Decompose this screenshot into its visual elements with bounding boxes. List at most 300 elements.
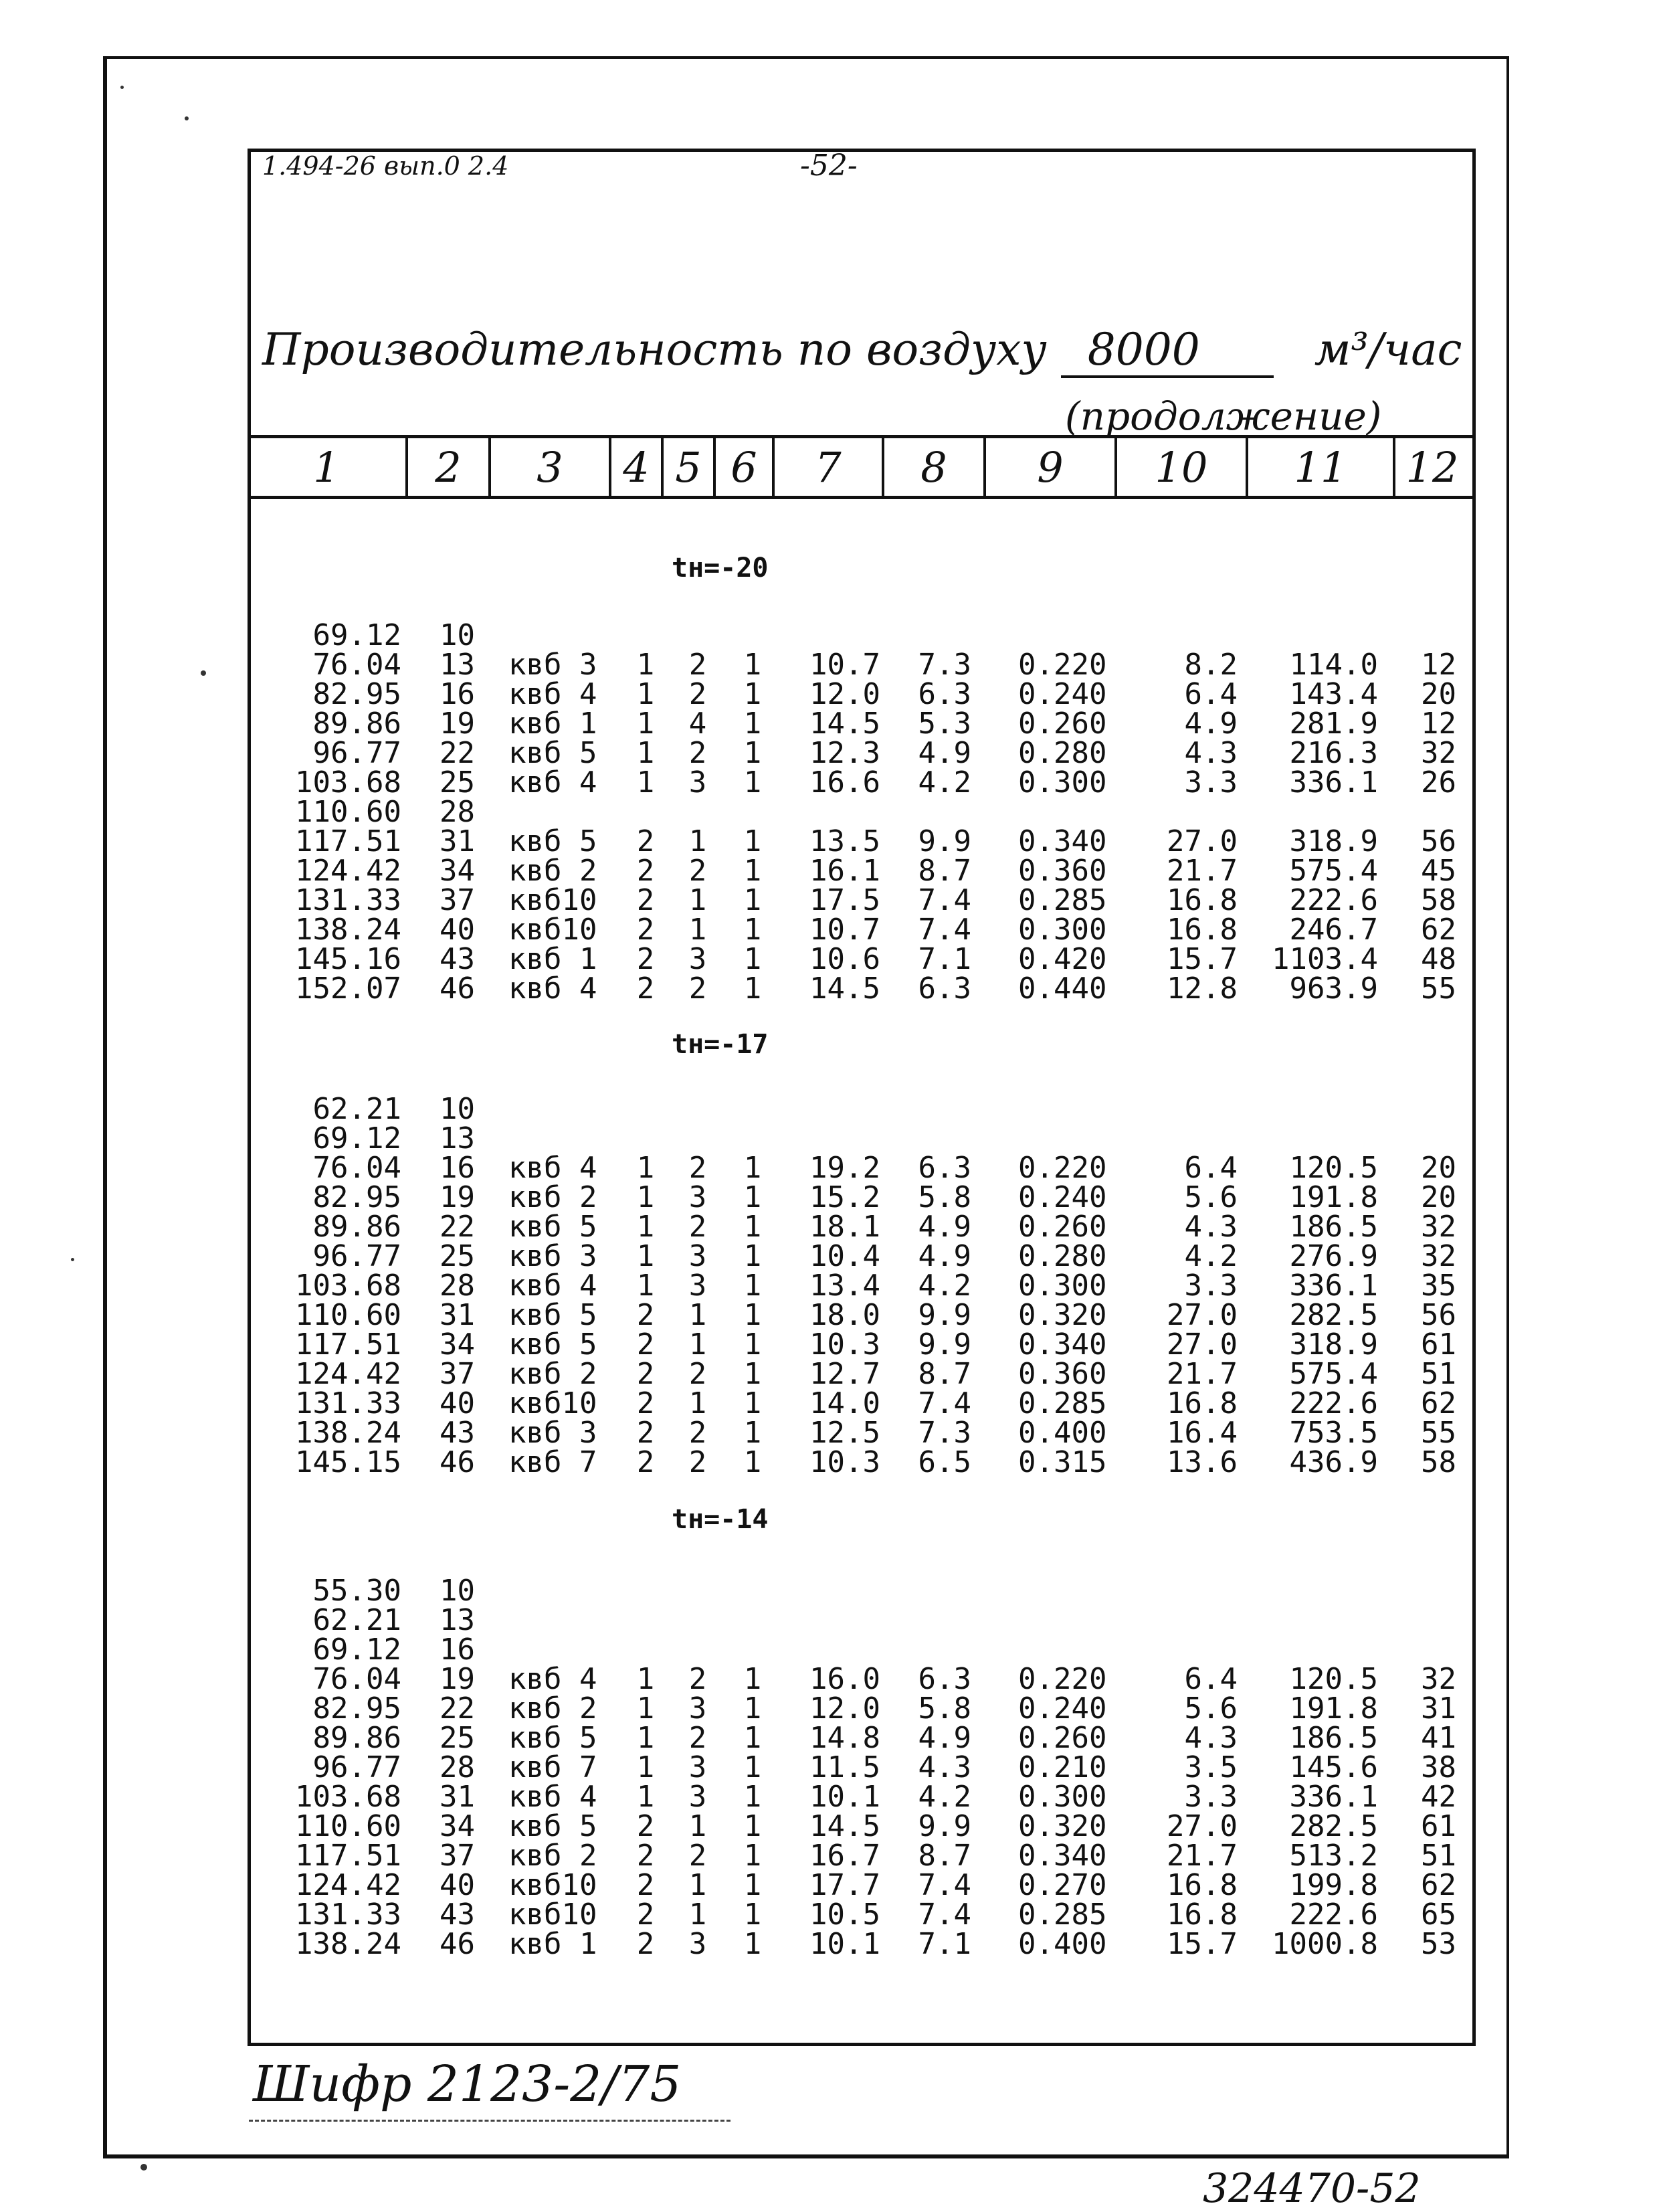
- table-cell-col-3: квб 4: [508, 1269, 597, 1303]
- table-cell-col-4: 1: [636, 1721, 655, 1755]
- table-cell-col-12: 55: [1421, 1416, 1456, 1450]
- table-cell-col-11: 246.7: [1289, 913, 1378, 947]
- table-cell-col-12: 45: [1421, 854, 1456, 888]
- table-cell-col-1: 110.60: [295, 1809, 401, 1843]
- table-cell-col-2: 28: [440, 795, 475, 829]
- table-cell-col-4: 1: [636, 736, 655, 770]
- table-cell-col-2: 16: [440, 677, 475, 711]
- table-cell-col-1: 96.77: [312, 1750, 401, 1784]
- table-cell-col-12: 20: [1421, 1151, 1456, 1185]
- table-cell-col-10: 16.8: [1167, 1868, 1238, 1902]
- table-cell-col-5: 3: [688, 1691, 707, 1726]
- page-number: -52-: [800, 149, 858, 183]
- table-row: [0, 1271, 1659, 1301]
- table-cell-col-10: 5.6: [1184, 1180, 1238, 1214]
- table-cell-col-7: 16.1: [809, 854, 880, 888]
- table-cell-col-12: 58: [1421, 1445, 1456, 1479]
- table-cell-col-11: 1103.4: [1272, 942, 1378, 976]
- table-cell-col-2: 13: [440, 1121, 475, 1156]
- table-cell-col-5: 2: [688, 1416, 707, 1450]
- table-cell-col-5: 3: [688, 1780, 707, 1814]
- table-cell-col-9: 0.210: [1018, 1750, 1107, 1784]
- table-cell-col-8: 6.5: [918, 1445, 971, 1479]
- table-cell-col-8: 7.4: [918, 883, 971, 917]
- table-cell-col-7: 14.5: [809, 972, 880, 1006]
- table-cell-col-11: 191.8: [1289, 1691, 1378, 1726]
- table-cell-col-5: 1: [688, 1298, 707, 1332]
- table-cell-col-1: 138.24: [295, 1927, 401, 1961]
- table-cell-col-1: 76.04: [312, 648, 401, 682]
- table-cell-col-10: 15.7: [1167, 942, 1238, 976]
- table-cell-col-2: 34: [440, 854, 475, 888]
- table-row: [0, 736, 1659, 770]
- table-cell-col-7: 10.1: [809, 1927, 880, 1961]
- table-cell-col-10: 4.3: [1184, 736, 1238, 770]
- table-cell-col-7: 15.2: [809, 1180, 880, 1214]
- table-cell-col-2: 19: [440, 707, 475, 741]
- table-cell-col-8: 9.9: [918, 1298, 971, 1332]
- section-label: tн=-20: [672, 553, 769, 583]
- table-cell-col-10: 16.8: [1167, 883, 1238, 917]
- column-header: 3: [488, 438, 609, 496]
- table-cell-col-3: квб 7: [508, 1750, 597, 1784]
- table-cell-col-9: 0.300: [1018, 765, 1107, 800]
- table-cell-col-6: 1: [743, 1691, 762, 1726]
- section-label: tн=-17: [672, 1029, 769, 1060]
- table-cell-col-1: 131.33: [295, 883, 401, 917]
- table-cell-col-10: 3.3: [1184, 1780, 1238, 1814]
- table-cell-col-2: 34: [440, 1809, 475, 1843]
- table-cell-col-6: 1: [743, 1839, 762, 1873]
- title-prefix: Производительность по воздуху: [262, 324, 1047, 375]
- table-cell-col-12: 61: [1421, 1327, 1456, 1362]
- table-cell-col-4: 2: [636, 1927, 655, 1961]
- table-cell-col-5: 2: [688, 1151, 707, 1185]
- table-cell-col-9: 0.400: [1018, 1927, 1107, 1961]
- table-cell-col-2: 22: [440, 1210, 475, 1244]
- table-cell-col-7: 14.5: [809, 707, 880, 741]
- table-cell-col-1: 145.15: [295, 1445, 401, 1479]
- table-row: [0, 1635, 1659, 1665]
- table-cell-col-2: 43: [440, 1898, 475, 1932]
- table-cell-col-12: 20: [1421, 1180, 1456, 1214]
- table-cell-col-1: 82.95: [312, 677, 401, 711]
- table-cell-col-1: 62.21: [312, 1092, 401, 1126]
- table-cell-col-10: 16.4: [1167, 1416, 1238, 1450]
- table-cell-col-11: 336.1: [1289, 1780, 1378, 1814]
- table-cell-col-3: квб10: [508, 1386, 597, 1420]
- table-row: [0, 650, 1659, 680]
- table-cell-col-7: 12.7: [809, 1357, 880, 1391]
- table-cell-col-3: квб 4: [508, 1151, 597, 1185]
- footer-rule: [249, 2120, 730, 2122]
- table-row: [0, 1212, 1659, 1242]
- table-cell-col-3: квб 3: [508, 1416, 597, 1450]
- table-cell-col-2: 28: [440, 1269, 475, 1303]
- table-cell-col-8: 7.3: [918, 648, 971, 682]
- table-cell-col-12: 35: [1421, 1269, 1456, 1303]
- table-row: [0, 1662, 1659, 1696]
- table-cell-col-6: 1: [743, 707, 762, 741]
- table-cell-col-1: 82.95: [312, 1691, 401, 1726]
- table-row: [0, 1327, 1659, 1362]
- table-cell-col-10: 16.8: [1167, 913, 1238, 947]
- table-cell-col-12: 61: [1421, 1809, 1456, 1843]
- table-cell-col-5: 1: [688, 913, 707, 947]
- table-cell-col-1: 124.42: [295, 1357, 401, 1391]
- table-cell-col-7: 10.7: [809, 913, 880, 947]
- table-cell-col-6: 1: [743, 1416, 762, 1450]
- table-cell-col-9: 0.240: [1018, 1691, 1107, 1726]
- table-cell-col-4: 2: [636, 1809, 655, 1843]
- table-row: [0, 1121, 1659, 1156]
- table-cell-col-10: 21.7: [1167, 1357, 1238, 1391]
- table-cell-col-9: 0.240: [1018, 1180, 1107, 1214]
- table-cell-col-5: 2: [688, 1357, 707, 1391]
- table-cell-col-5: 2: [688, 854, 707, 888]
- column-header: 10: [1114, 438, 1246, 496]
- table-cell-col-6: 1: [743, 1151, 762, 1185]
- table-cell-col-3: квб 1: [508, 1927, 597, 1961]
- table-cell-col-6: 1: [743, 883, 762, 917]
- table-cell-col-8: 7.1: [918, 1927, 971, 1961]
- table-cell-col-1: 96.77: [312, 736, 401, 770]
- table-cell-col-1: 96.77: [312, 1239, 401, 1273]
- table-cell-col-11: 222.6: [1289, 1898, 1378, 1932]
- table-cell-col-4: 1: [636, 707, 655, 741]
- table-cell-col-8: 5.8: [918, 1691, 971, 1726]
- table-cell-col-7: 17.5: [809, 883, 880, 917]
- table-row: [0, 1841, 1659, 1871]
- table-cell-col-9: 0.340: [1018, 824, 1107, 858]
- table-cell-col-7: 14.8: [809, 1721, 880, 1755]
- table-cell-col-4: 2: [636, 1327, 655, 1362]
- table-cell-col-4: 2: [636, 883, 655, 917]
- table-cell-col-2: 25: [440, 1239, 475, 1273]
- table-cell-col-8: 7.4: [918, 1386, 971, 1420]
- table-cell-col-8: 4.9: [918, 1239, 971, 1273]
- table-cell-col-8: 6.3: [918, 677, 971, 711]
- table-cell-col-3: квб 4: [508, 765, 597, 800]
- table-cell-col-3: квб 5: [508, 1327, 597, 1362]
- table-row: [0, 856, 1659, 886]
- table-cell-col-10: 4.3: [1184, 1210, 1238, 1244]
- title-value: 8000: [1061, 324, 1274, 378]
- table-cell-col-11: 120.5: [1289, 1662, 1378, 1696]
- table-row: [0, 1418, 1659, 1448]
- table-cell-col-2: 46: [440, 1927, 475, 1961]
- table-cell-col-3: квб 2: [508, 1357, 597, 1391]
- table-cell-col-6: 1: [743, 1780, 762, 1814]
- table-cell-col-12: 32: [1421, 1210, 1456, 1244]
- table-cell-col-10: 27.0: [1167, 824, 1238, 858]
- table-cell-col-10: 13.6: [1167, 1445, 1238, 1479]
- column-header: 1: [313, 442, 340, 492]
- table-cell-col-8: 4.2: [918, 1269, 971, 1303]
- table-cell-col-3: квб 5: [508, 1298, 597, 1332]
- table-cell-col-10: 27.0: [1167, 1298, 1238, 1332]
- table-row: [0, 1809, 1659, 1843]
- table-cell-col-9: 0.220: [1018, 648, 1107, 682]
- table-cell-col-8: 6.3: [918, 972, 971, 1006]
- table-cell-col-9: 0.260: [1018, 1210, 1107, 1244]
- table-row: [0, 1750, 1659, 1784]
- table-cell-col-2: 22: [440, 1691, 475, 1726]
- table-cell-col-9: 0.220: [1018, 1151, 1107, 1185]
- table-cell-col-9: 0.360: [1018, 854, 1107, 888]
- table-row: [0, 709, 1659, 739]
- table-cell-col-7: 16.6: [809, 765, 880, 800]
- table-cell-col-4: 1: [636, 1662, 655, 1696]
- column-header: 8: [882, 438, 983, 496]
- table-cell-col-8: 9.9: [918, 1809, 971, 1843]
- table-row: [0, 765, 1659, 800]
- table-cell-col-10: 3.3: [1184, 765, 1238, 800]
- table-cell-col-11: 513.2: [1289, 1839, 1378, 1873]
- table-cell-col-1: 76.04: [312, 1151, 401, 1185]
- table-cell-col-8: 7.1: [918, 942, 971, 976]
- table-cell-col-3: квб 2: [508, 1691, 597, 1726]
- table-cell-col-5: 1: [688, 883, 707, 917]
- table-row: [0, 883, 1659, 917]
- table-cell-col-12: 32: [1421, 1662, 1456, 1696]
- table-cell-col-11: 222.6: [1289, 1386, 1378, 1420]
- table-cell-col-11: 216.3: [1289, 736, 1378, 770]
- table-cell-col-12: 51: [1421, 1357, 1456, 1391]
- table-cell-col-11: 186.5: [1289, 1210, 1378, 1244]
- table-cell-col-4: 2: [636, 1386, 655, 1420]
- table-cell-col-3: квб10: [508, 883, 597, 917]
- column-header: 2: [405, 438, 488, 496]
- table-cell-col-4: 2: [636, 1298, 655, 1332]
- table-cell-col-7: 10.6: [809, 942, 880, 976]
- table-cell-col-10: 21.7: [1167, 854, 1238, 888]
- table-cell-col-4: 2: [636, 1868, 655, 1902]
- column-header: 7: [772, 438, 882, 496]
- table-cell-col-3: квб 2: [508, 854, 597, 888]
- table-cell-col-2: 10: [440, 618, 475, 652]
- table-cell-col-4: 1: [636, 1750, 655, 1784]
- table-cell-col-5: 1: [688, 824, 707, 858]
- table-cell-col-12: 62: [1421, 1386, 1456, 1420]
- table-cell-col-9: 0.440: [1018, 972, 1107, 1006]
- table-cell-col-5: 1: [688, 1327, 707, 1362]
- table-cell-col-7: 13.5: [809, 824, 880, 858]
- table-cell-col-10: 16.8: [1167, 1386, 1238, 1420]
- table-cell-col-7: 17.7: [809, 1868, 880, 1902]
- table-cell-col-12: 48: [1421, 942, 1456, 976]
- table-row: [0, 795, 1659, 829]
- table-cell-col-12: 31: [1421, 1691, 1456, 1726]
- table-cell-col-4: 1: [636, 1151, 655, 1185]
- table-cell-col-7: 16.7: [809, 1839, 880, 1873]
- table-cell-col-3: квб 3: [508, 648, 597, 682]
- table-cell-col-5: 1: [688, 1809, 707, 1843]
- table-row: [0, 1603, 1659, 1637]
- table-cell-col-11: 318.9: [1289, 824, 1378, 858]
- table-cell-col-1: 89.86: [312, 707, 401, 741]
- table-cell-col-2: 37: [440, 1839, 475, 1873]
- table-cell-col-12: 58: [1421, 883, 1456, 917]
- table-cell-col-5: 2: [688, 677, 707, 711]
- table-cell-col-8: 4.9: [918, 736, 971, 770]
- table-cell-col-12: 42: [1421, 1780, 1456, 1814]
- table-cell-col-7: 10.3: [809, 1327, 880, 1362]
- table-row: [0, 1357, 1659, 1391]
- table-cell-col-2: 10: [440, 1574, 475, 1608]
- table-cell-col-7: 10.7: [809, 648, 880, 682]
- table-cell-col-9: 0.285: [1018, 1386, 1107, 1420]
- table-cell-col-6: 1: [743, 1180, 762, 1214]
- column-header: 5: [661, 438, 713, 496]
- table-row: [0, 1239, 1659, 1273]
- table-cell-col-6: 1: [743, 913, 762, 947]
- table-row: [0, 824, 1659, 858]
- table-cell-col-9: 0.270: [1018, 1868, 1107, 1902]
- table-cell-col-4: 1: [636, 1780, 655, 1814]
- table-cell-col-9: 0.400: [1018, 1416, 1107, 1450]
- table-cell-col-12: 32: [1421, 1239, 1456, 1273]
- table-cell-col-10: 4.9: [1184, 707, 1238, 741]
- table-cell-col-5: 2: [688, 736, 707, 770]
- table-cell-col-7: 10.5: [809, 1898, 880, 1932]
- table-cell-col-8: 6.3: [918, 1151, 971, 1185]
- table-cell-col-6: 1: [743, 942, 762, 976]
- table-cell-col-10: 16.8: [1167, 1898, 1238, 1932]
- table-cell-col-4: 1: [636, 1210, 655, 1244]
- table-cell-col-2: 43: [440, 942, 475, 976]
- table-cell-col-3: квб 4: [508, 677, 597, 711]
- column-header: 9: [983, 438, 1114, 496]
- table-cell-col-2: 25: [440, 1721, 475, 1755]
- table-cell-col-2: 37: [440, 1357, 475, 1391]
- table-cell-col-2: 37: [440, 883, 475, 917]
- table-cell-col-1: 117.51: [295, 1327, 401, 1362]
- table-cell-col-4: 2: [636, 913, 655, 947]
- table-cell-col-11: 575.4: [1289, 1357, 1378, 1391]
- footer-cipher: Шифр 2123-2/75: [253, 2055, 682, 2113]
- table-row: [0, 1721, 1659, 1755]
- table-cell-col-4: 2: [636, 824, 655, 858]
- table-cell-col-5: 2: [688, 1210, 707, 1244]
- table-cell-col-5: 2: [688, 1445, 707, 1479]
- table-cell-col-7: 16.0: [809, 1662, 880, 1696]
- table-cell-col-7: 12.3: [809, 736, 880, 770]
- table-cell-col-1: 69.12: [312, 618, 401, 652]
- table-row: [0, 1900, 1659, 1930]
- table-cell-col-11: 281.9: [1289, 707, 1378, 741]
- table-cell-col-9: 0.260: [1018, 1721, 1107, 1755]
- table-cell-col-3: квб 7: [508, 1445, 597, 1479]
- table-cell-col-3: квб 4: [508, 972, 597, 1006]
- table-cell-col-7: 11.5: [809, 1750, 880, 1784]
- column-header: 4: [609, 438, 661, 496]
- table-row: [0, 618, 1659, 652]
- table-cell-col-2: 16: [440, 1151, 475, 1185]
- table-cell-col-9: 0.340: [1018, 1327, 1107, 1362]
- table-row: [0, 1576, 1659, 1606]
- table-cell-col-6: 1: [743, 1898, 762, 1932]
- table-cell-col-2: 31: [440, 1298, 475, 1332]
- table-row: [0, 974, 1659, 1004]
- table-cell-col-1: 138.24: [295, 913, 401, 947]
- table-cell-col-4: 2: [636, 972, 655, 1006]
- table-cell-col-3: квб 4: [508, 1780, 597, 1814]
- table-row: [0, 1386, 1659, 1420]
- section-label: tн=-14: [672, 1504, 769, 1535]
- table-cell-col-1: 82.95: [312, 1180, 401, 1214]
- table-cell-col-3: квб 5: [508, 1210, 597, 1244]
- table-cell-col-4: 1: [636, 1180, 655, 1214]
- table-cell-col-7: 10.4: [809, 1239, 880, 1273]
- table-row: [0, 1092, 1659, 1126]
- table-cell-col-3: квб10: [508, 1868, 597, 1902]
- table-cell-col-4: 2: [636, 854, 655, 888]
- table-cell-col-6: 1: [743, 648, 762, 682]
- table-cell-col-12: 38: [1421, 1750, 1456, 1784]
- table-cell-col-10: 15.7: [1167, 1927, 1238, 1961]
- table-cell-col-1: 131.33: [295, 1386, 401, 1420]
- table-cell-col-9: 0.285: [1018, 1898, 1107, 1932]
- table-cell-col-11: 199.8: [1289, 1868, 1378, 1902]
- table-cell-col-5: 4: [688, 707, 707, 741]
- table-cell-col-11: 336.1: [1289, 765, 1378, 800]
- table-cell-col-8: 5.3: [918, 707, 971, 741]
- table-cell-col-6: 1: [743, 1750, 762, 1784]
- table-cell-col-9: 0.285: [1018, 883, 1107, 917]
- table-cell-col-9: 0.315: [1018, 1445, 1107, 1479]
- table-cell-col-5: 3: [688, 1180, 707, 1214]
- table-cell-col-9: 0.340: [1018, 1839, 1107, 1873]
- table-cell-col-11: 186.5: [1289, 1721, 1378, 1755]
- table-cell-col-9: 0.240: [1018, 677, 1107, 711]
- table-cell-col-9: 0.300: [1018, 913, 1107, 947]
- title-unit: м³/час: [1314, 324, 1462, 375]
- table-cell-col-7: 19.2: [809, 1151, 880, 1185]
- table-cell-col-3: квб 2: [508, 1839, 597, 1873]
- table-cell-col-3: квб 1: [508, 942, 597, 976]
- table-cell-col-9: 0.220: [1018, 1662, 1107, 1696]
- table-cell-col-2: 10: [440, 1092, 475, 1126]
- table-cell-col-6: 1: [743, 854, 762, 888]
- table-cell-col-3: квб 5: [508, 1809, 597, 1843]
- table-cell-col-12: 55: [1421, 972, 1456, 1006]
- table-cell-col-2: 19: [440, 1662, 475, 1696]
- table-cell-col-6: 1: [743, 1327, 762, 1362]
- table-cell-col-1: 110.60: [295, 795, 401, 829]
- table-cell-col-11: 336.1: [1289, 1269, 1378, 1303]
- table-cell-col-8: 7.3: [918, 1416, 971, 1450]
- table-cell-col-2: 31: [440, 824, 475, 858]
- table-cell-col-7: 14.0: [809, 1386, 880, 1420]
- table-cell-col-12: 32: [1421, 736, 1456, 770]
- table-cell-col-8: 5.8: [918, 1180, 971, 1214]
- table-cell-col-11: 114.0: [1289, 648, 1378, 682]
- table-cell-col-5: 2: [688, 972, 707, 1006]
- table-cell-col-10: 27.0: [1167, 1809, 1238, 1843]
- table-cell-col-10: 3.3: [1184, 1269, 1238, 1303]
- table-cell-col-10: 4.2: [1184, 1239, 1238, 1273]
- table-cell-col-12: 62: [1421, 913, 1456, 947]
- table-cell-col-1: 110.60: [295, 1298, 401, 1332]
- table-cell-col-2: 22: [440, 736, 475, 770]
- page-title: [262, 324, 1462, 378]
- table-row: [0, 677, 1659, 711]
- table-cell-col-8: 7.4: [918, 913, 971, 947]
- table-cell-col-11: 276.9: [1289, 1239, 1378, 1273]
- table-cell-col-1: 55.30: [312, 1574, 401, 1608]
- table-cell-col-2: 40: [440, 913, 475, 947]
